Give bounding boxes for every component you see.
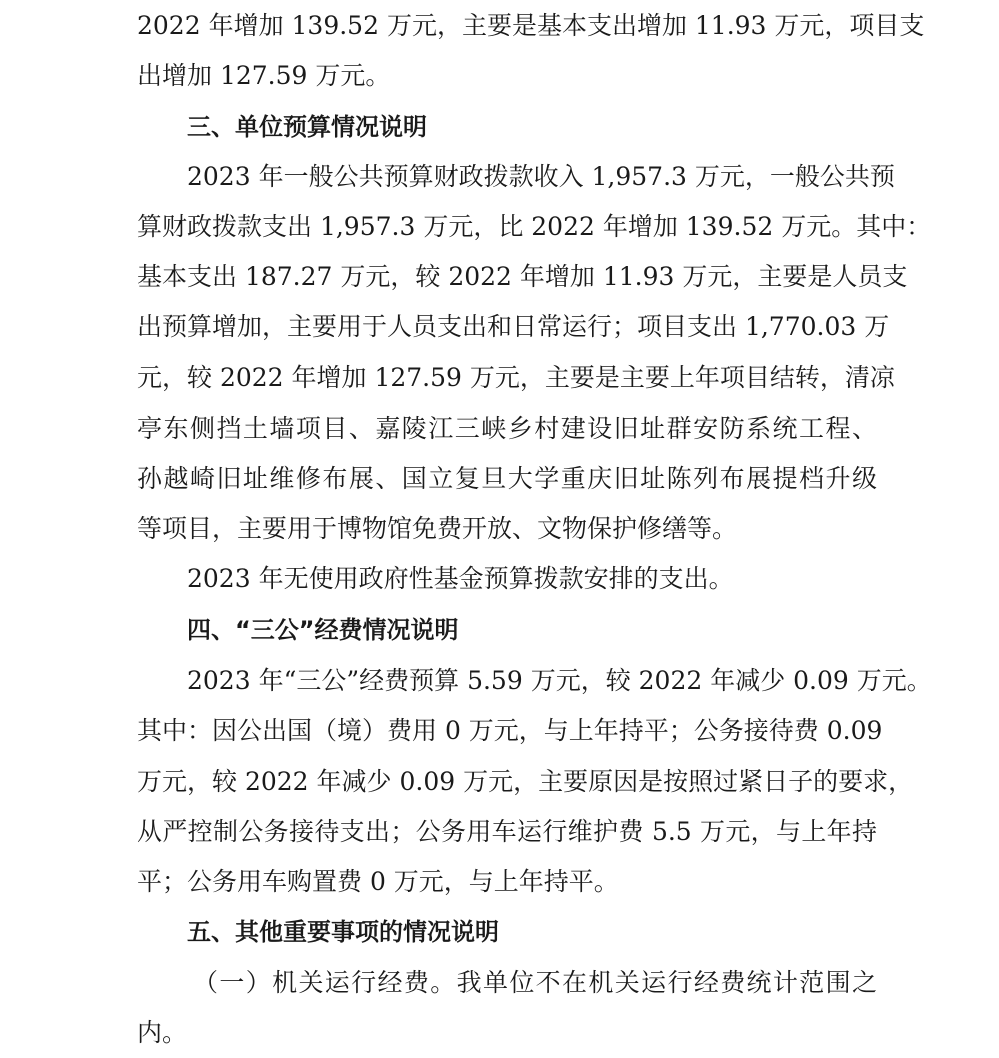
paragraph-line: 2023 年“三公”经费预算 5.59 万元，较 2022 年减少 0.09 万元。 — [187, 666, 932, 695]
section-heading-3: 三、单位预算情况说明 — [187, 113, 427, 141]
paragraph-line: 出预算增加，主要用于人员支出和日常运行；项目支出 1,770.03 万 — [137, 312, 890, 341]
section-heading-5: 五、其他重要事项的情况说明 — [187, 918, 499, 946]
paragraph-line: 其中：因公出国（境）费用 0 万元，与上年持平；公务接待费 0.09 — [137, 716, 883, 745]
paragraph-line: 2023 年无使用政府性基金预算拨款安排的支出。 — [187, 564, 734, 593]
paragraph-line: 亭东侧挡土墙项目、嘉陵江三峡乡村建设旧址群安防系统工程、 — [137, 414, 877, 443]
paragraph-line: 等项目，主要用于博物馆免费开放、文物保护修缮等。 — [137, 514, 738, 543]
paragraph-line: 万元，较 2022 年减少 0.09 万元，主要原因是按照过紧日子的要求， — [137, 767, 914, 796]
paragraph-line: 平；公务用车购置费 0 万元，与上年持平。 — [137, 867, 619, 896]
paragraph-line: 元，较 2022 年增加 127.59 万元，主要是主要上年项目结转，清凉 — [137, 363, 895, 392]
paragraph-line: 孙越崎旧址维修布展、国立复旦大学重庆旧址陈列布展提档升级 — [137, 464, 877, 493]
paragraph-line: （一）机关运行经费。我单位不在机关运行经费统计范围之 — [193, 968, 877, 997]
paragraph-line: 内。 — [137, 1018, 188, 1047]
paragraph-line: 从严控制公务接待支出；公务用车运行维护费 5.5 万元，与上年持 — [137, 817, 877, 846]
section-heading-4: 四、“三公”经费情况说明 — [187, 616, 459, 644]
paragraph-line: 算财政拨款支出 1,957.3 万元，比 2022 年增加 139.52 万元。其中： — [137, 212, 932, 241]
paragraph-line: 2023 年一般公共预算财政拨款收入 1,957.3 万元，一般公共预 — [187, 162, 895, 191]
paragraph-line: 2022 年增加 139.52 万元，主要是基本支出增加 11.93 万元，项目支 — [137, 11, 925, 40]
paragraph-line: 基本支出 187.27 万元，较 2022 年增加 11.93 万元，主要是人员支 — [137, 262, 908, 291]
paragraph-line: 出增加 127.59 万元。 — [137, 61, 391, 90]
